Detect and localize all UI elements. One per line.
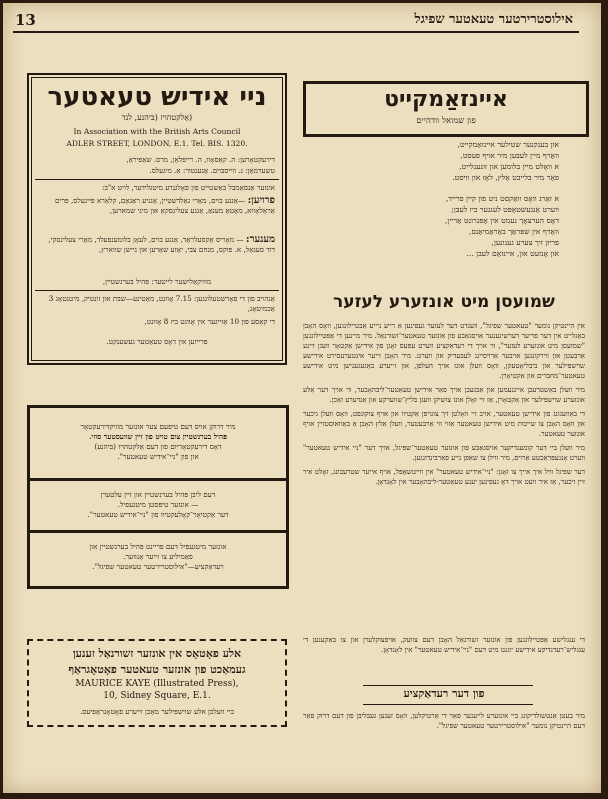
poem-line: פריזן זיך צערע גענונען,	[491, 238, 559, 247]
theatre-ad-title: ניי אידיש טעאטער	[47, 82, 267, 112]
article-paragraph: אין היינטיקן נומער "טעאטער שפיגל", ווענדט דער לעזער געפינען א רייע ניייע אַבטיילונגען, וואָס האָבן באַגלייט אין דער פריער דערשינענער אויסגאַבע פון אונזער טעאטער־זשורנאַל. מיר מיינען די אַפּטיילונגען "שמועסן מיט אונזערע לעזער", ווי אויך די רעדאַקציע ווערט עפּעס זאָגן פון אידישן אַקטאָר וועגן זיינע אַרבעטן און ווירקונגען אויבער אַרויסיינג לעבּעדיק און ווערט. מיר האָבן זייער אינטערעסירט אידישע שוישפּילער און ביבליאָטעקן, וואָס וועלן אונז אויך העלפן, און זייערע באַגעגענישן מיט אידישע טעאטער־מחבּרים און אַקטיאָרן.	[303, 322, 585, 380]
theatre-ad-women	[39, 196, 275, 216]
photo-ad-line1: אלע פאָטאָס אין אונזער זשורנאַל זענען	[72, 647, 242, 660]
men-label: מענער:	[245, 234, 275, 245]
page-number: 13	[15, 11, 36, 29]
notice-divider1	[30, 478, 286, 481]
theatre-ad-box	[27, 73, 287, 365]
notice-2-line3: דער אַקטיאָר־קאָלעקטיוו פון "ניי־אידיש טעאטער".	[87, 510, 229, 520]
photo-ad-box	[27, 639, 287, 727]
theatre-ad-tel: Tel. BIS. 1320.	[191, 139, 248, 148]
poem-line: ווערט אַנגעשטאָפּט לענגער ביז לעבּן;	[451, 205, 559, 214]
article-title: שמועסן מיט אונזערע לעזער	[333, 292, 555, 312]
theatre-ad-schedule: אַנהויב פון די פאָרשטעלונגען: 7.15 אָוונט, מאַטינע—שבּת און זונטיק, מיטנטאָג 3 אַכמיטאָג,	[48, 294, 275, 314]
photo-ad-line2: געמאַכט פון אונזער טעאטער פאָטאָגראַף	[68, 663, 246, 676]
poem-byline: פון שמואל וודהיים	[416, 116, 476, 126]
men-list: — מאָריס אַקסעלראַד, אַנגע בוים, לעאָן בלומענפעלד, מאַרי צעלינסקי, דוד סעגאַל, א. פוקס, מנחם צבי, יאַזע שאַרען און ניישן שווארץ,	[48, 235, 275, 255]
notice-box	[27, 405, 289, 589]
notice-3-line1: אונזער מיטגעפיל דעם פריינט פּהיל בערנשטיין און	[89, 542, 227, 551]
theatre-ad-rule2	[35, 290, 279, 291]
poem-verse-1	[333, 139, 559, 183]
poem-line: דאָס הערצאָך נעמט אין אָפּגרונט אַריין,	[445, 216, 559, 225]
editorial-title: פון דער רעדאַקציע	[403, 687, 485, 700]
poem-line: וואַרף אין שפּראַך באַראַמיאַנס,	[469, 227, 559, 236]
article-paragraph-last: די ענגלישע אַפּטיילונגען פון אונזער זשורנאַל האָבן דעם צוועק, אויפצוקלערן און צו באַקענען די ענגליש־רעדנדיקע אידישע יוגנט מיט דעם "ניי־אידיש טעאטער" אין לאָנדאָן.	[303, 636, 585, 654]
notice-1	[38, 422, 278, 462]
notice-2	[38, 490, 278, 520]
photo-ad-footer: ביי וועלכן אלע שוישפּילער מאַכן זייערע פאָטאָגראַפיעס.	[79, 707, 235, 716]
notice-2-line1: דעם ליבּן פּהיל בערנשטיין און זיין עלטערן	[100, 490, 216, 499]
poem-verse-2	[333, 193, 559, 259]
poem-title: איינזאַמקייט	[384, 87, 508, 112]
notice-1-line4: און פון "ניי־אידיש טעאטער".	[117, 452, 199, 462]
poem-title-box	[303, 81, 589, 137]
photo-ad-name: MAURICE KAYE (Illustrated Press),	[75, 679, 239, 689]
poem-line: וואַרף מיין לעבּען מיר אויף פעסט,	[460, 151, 559, 160]
theatre-ad-address	[37, 139, 277, 148]
theatre-ad-boxoffice: די קאַסע פון 10 אַזייגער אין אָוונט ביז 8 אָוונט,	[144, 317, 275, 326]
theatre-ad-subtitle: (אַלקטהויז (בּיהנע, לנד	[121, 113, 193, 122]
editorial-rule-bottom	[363, 704, 533, 705]
theatre-ad-men	[39, 235, 275, 255]
article-paragraph: דער שפּיגל וויל איך אייך צו זאָגן: "ניי־אידיש טעאטער" אין ווייטשאַפּל, אויף אייער שטרעבונג, זאָלט איר זיין זיכער, אַז איר וועט אויך דאָ געפינען יענע טעאַטער-ליבּהאָבער אין לאָנדאָן.	[303, 468, 585, 486]
poem-line: פאַר מיר בלייבט אַלץ, לאָז און וויסט.	[452, 173, 559, 182]
theatre-ad-association: In Association with the British Arts Council	[73, 127, 241, 136]
article-body	[303, 321, 585, 487]
notice-1-line1: מיר דרוקן אויס דעם טיפעם צער אונזער מוזיקדירעקטאָר	[80, 422, 236, 431]
notice-3	[38, 542, 278, 572]
notice-3-line3: רעדאַקציע—"אילוסטרירטער טעאטער שפיגל".	[92, 562, 224, 572]
theatre-ad-street: ADLER STREET, LONDON, E.1.	[66, 139, 189, 148]
theatre-ad-rule1	[35, 179, 279, 180]
magazine-page	[3, 3, 601, 793]
photo-ad-address: 10, Sidney Square, E.1.	[103, 691, 211, 701]
theatre-ad-directors: דירעקטאָרען: ה. קאַסאָוו, ה. רייפּלאַן, מרס. שאַפּיראַ,	[126, 155, 275, 164]
women-label: פרויען:	[247, 195, 275, 206]
poem-line: און אָנזעט און, איינזאַם לעבן ...	[466, 249, 559, 258]
theatre-ad-directors2: טשערמאַן: ג. ווייסבּוים. אַגענטור: אַ. מיגעלס.	[149, 166, 275, 175]
article-paragraph: מיר וועלן ביי דער קומענדיקער אויסגאַבע פון אונזער טעאַטער־שפּיגל, אויך דער "ניי אידיש טעאטער" ווערט אָנגעפּראַכטע אַרויס, מיר ווילן צו שאַפן נייע פאַרבינדונגען.	[303, 444, 585, 462]
editorial-text: מיר בעטן אַנטשולדיקונג ביי אונזערע לייענער פאַר די אַרטיקלען, וואָס זענען געבּליבּן פון דעם דרוק פאַר דעם היינטיקן נומער "אילוסטרירטער טעאטער שפיגל".	[303, 712, 585, 730]
notice-1-line3: דאָס דירעקטאָריום פון דעם אַלקטהויז (בּיהנע)	[94, 442, 222, 452]
magazine-title: אילוסטרירטער טעאטער שפיגל	[414, 12, 573, 27]
theatre-ad-music: מוזיקאַלישער לייטער: פּהיל בערנשטיין,	[102, 277, 212, 286]
article-paragraph: די באַוועגונג פון אידישן טעאטער, אויב זיי וואָלטן זיך צונויפן אַקטיוו און אויף צוקונפט, וואָס וועלן גיכער און וואָס האָבן צו שייכות מיט אידישן טעאטער אַזוי ווי אַרבעטער, וועלן אַלץ האָבן אַ באַוואוסטזיין אויף אונזער טעאטער.	[303, 410, 585, 438]
poem-line: און בענקנער שטילער איינזאַמקייט,	[457, 140, 559, 149]
editorial-rule-top	[363, 685, 533, 686]
notice-1-line2: פּהיל בערנשטיין צום טויט פון זיין שוועסטער סוזי.	[88, 432, 228, 442]
page-header	[3, 3, 601, 33]
poem-line: א זאַרג וואָס וואַקסט ניט פון קיין פרייד,	[445, 194, 559, 203]
theatre-ad-prices: פּרייזען אין דאָס טעאַטער געשענקט.	[106, 337, 208, 346]
notice-divider2	[30, 530, 286, 533]
header-rule	[13, 31, 579, 33]
notice-2-line2: — אונזער טיפּסטן מיטגעפיל.	[117, 500, 199, 510]
notice-3-line2: פאַמיליע צו זייער אָנווער.	[123, 552, 193, 562]
article-paragraph: מיר וועלן באַשטרעבן אייננעמען און אַבגעבן אויך פאַר אידישן טעאַטער־ליבּהאָבער, ווי אויך דער אַלע אונזערע שוישפּילער און אַקטאָרן, אַז זיי זאָלן אונז צושיקן וועגן בּליץ־שווערקע און אַנדערע זאַכן.	[303, 386, 585, 404]
poem-line: א וואָלט מיין בלומען און זונענלייט,	[459, 162, 559, 171]
theatre-ad-ensemble: אונזער אַנסאַמבּל באַשטייט פון פאָלגנדע מיטגלידער, לויט א"ב:	[101, 183, 275, 192]
women-list: —אַננע בוים, מאַרי גאַלדשטיין, אַנניע ראַנאַם, קלאַרא פייגעלס, פּרים אַראַלאָווא, מאַטאַ מענאַ, אַנגע צעלינסקאַ און מיני שמארען,	[55, 196, 275, 216]
